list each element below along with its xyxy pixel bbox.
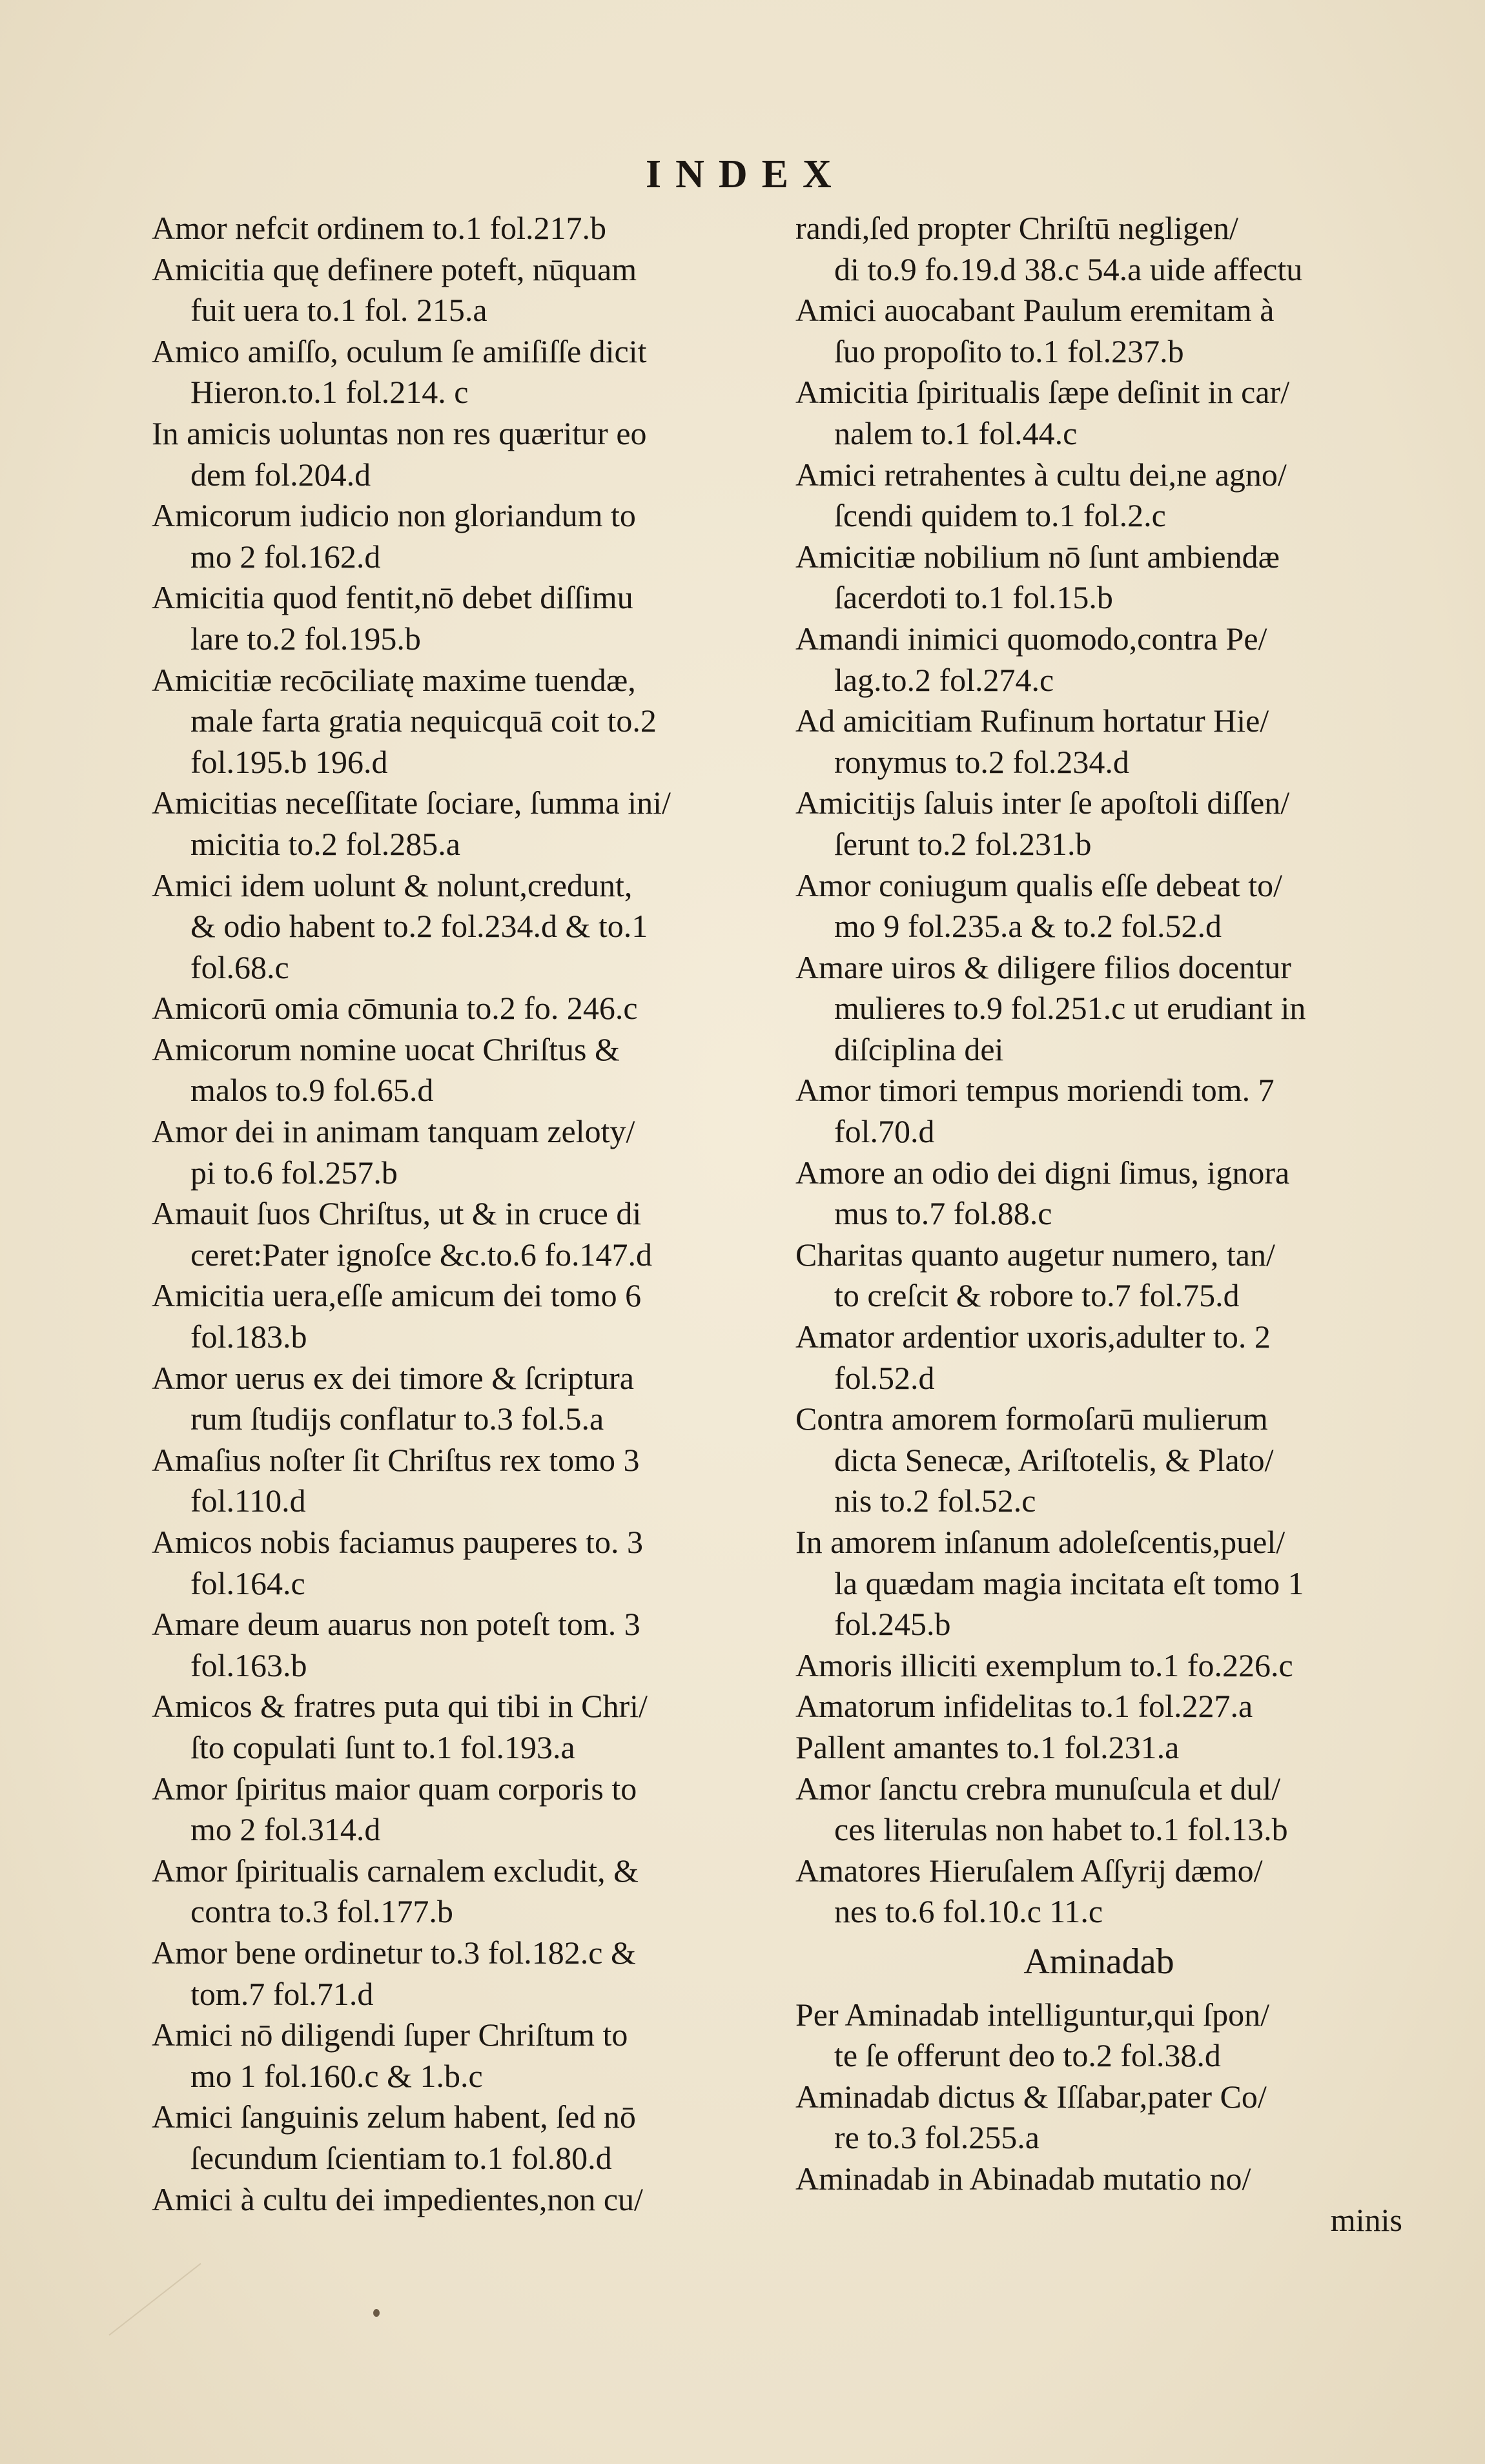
- index-entry: [152, 1358, 759, 1440]
- entry-line: Amor uerus ex dei timore & ſcriptura: [152, 1359, 634, 1396]
- index-entry: [152, 495, 759, 577]
- entry-line: Aminadab dictus & Iſſabar,pater Co/: [795, 2078, 1267, 2115]
- entry-line: Contra amorem formoſarū mulierum: [795, 1401, 1268, 1437]
- running-header: INDEX: [646, 152, 846, 196]
- entry-continuation-line: mo 2 fol.314.d: [190, 1811, 381, 1848]
- index-entry: [795, 1399, 1402, 1522]
- entry-line: Amor ſpiritualis carnalem excludit, &: [152, 1852, 639, 1889]
- entry-continuation-line: & odio habent to.2 fol.234.d & to.1: [190, 908, 648, 945]
- entry-line: Amator ardentior uxoris,adulter to. 2: [795, 1319, 1271, 1355]
- entry-continuation-line: contra to.3 fol.177.b: [190, 1893, 453, 1930]
- entry-line: Amicitiæ nobilium nō ſunt ambiendæ: [795, 538, 1280, 575]
- entry-line: Amici auocabant Paulum eremitam à: [795, 292, 1275, 329]
- index-entry: [795, 783, 1402, 865]
- index-entry: [152, 1193, 759, 1275]
- index-entry: [795, 1645, 1402, 1687]
- entry-line: Amicitia ſpiritualis ſæpe deſinit in car/: [795, 374, 1290, 411]
- entry-line: Amare uiros & diligere filios docentur: [795, 949, 1291, 985]
- entry-continuation-line: Hieron.to.1 fol.214. c: [190, 374, 469, 411]
- index-entry: [795, 1686, 1402, 1727]
- entry-line: Amor timori tempus moriendi tom. 7: [795, 1072, 1275, 1109]
- entry-continuation-line: fol.52.d: [834, 1359, 935, 1396]
- index-entry: [152, 1769, 759, 1851]
- index-entry: [152, 783, 759, 865]
- entry-line: Amatores Hieruſalem Aſſyrij dæmo/: [795, 1852, 1263, 1889]
- entry-continuation-line: male farta gratia nequicquā coit to.2: [190, 703, 657, 739]
- entry-continuation-line: re to.3 fol.255.a: [834, 2119, 1040, 2156]
- index-entry: [795, 2159, 1402, 2200]
- index-entry: [152, 2097, 759, 2179]
- entry-continuation-line: fol.70.d: [834, 1113, 935, 1150]
- index-entry: [795, 619, 1402, 701]
- entry-continuation-line: diſciplina dei: [834, 1031, 1004, 1067]
- index-entry: [795, 2077, 1402, 2159]
- entry-continuation-line: lare to.2 fol.195.b: [190, 620, 421, 657]
- entry-continuation-line: mo 1 fol.160.c & 1.b.c: [190, 2057, 483, 2094]
- entry-continuation-line: micitia to.2 fol.285.a: [190, 825, 460, 862]
- index-entry: [795, 1995, 1402, 2077]
- index-entry: [795, 1522, 1402, 1645]
- entry-continuation-line: mulieres to.9 fol.251.c ut erudiant in: [834, 990, 1306, 1027]
- index-entry: [152, 1522, 759, 1604]
- entry-line: randi,ſed propter Chriſtū negligen/: [795, 210, 1238, 246]
- entry-line: Amico amiſſo, oculum ſe amiſiſſe dicit: [152, 333, 647, 369]
- entry-continuation-line: ſacerdoti to.1 fol.15.b: [834, 579, 1113, 616]
- entry-line: Amici retrahentes à cultu dei,ne agno/: [795, 456, 1287, 493]
- index-entry: [152, 988, 759, 1029]
- entry-line: Amicorū omia cōmunia to.2 fo. 246.c: [152, 990, 638, 1027]
- index-entry: [152, 2179, 759, 2221]
- entry-continuation-line: fol.68.c: [190, 949, 289, 985]
- entry-line: Amicos nobis faciamus pauperes to. 3: [152, 1524, 643, 1560]
- index-entry: [152, 1851, 759, 1933]
- entry-continuation-line: fuit uera to.1 fol. 215.a: [190, 292, 487, 329]
- entry-continuation-line: ſecundum ſcientiam to.1 fol.80.d: [190, 2139, 612, 2176]
- entry-line: Amor ſpiritus maior quam corporis to: [152, 1770, 637, 1807]
- entry-line: Per Aminadab intelliguntur,qui ſpon/: [795, 1996, 1270, 2033]
- entry-continuation-line: ſuo propoſito to.1 fol.237.b: [834, 333, 1184, 369]
- right-column: [795, 208, 1402, 2241]
- index-entry: [795, 372, 1402, 454]
- entry-line: In amorem inſanum adoleſcentis,puel/: [795, 1524, 1285, 1560]
- entry-continuation-line: fol.245.b: [834, 1606, 951, 1643]
- entry-line: Amatorum infidelitas to.1 fol.227.a: [795, 1688, 1253, 1725]
- entry-line: In amicis uoluntas non res quæritur eo: [152, 415, 647, 451]
- entry-line: Pallent amantes to.1 fol.231.a: [795, 1729, 1180, 1765]
- entry-line: Amicitijs ſaluis inter ſe apoſtoli diſſen/: [795, 785, 1290, 821]
- entry-line: Amare deum auarus non poteſt tom. 3: [152, 1606, 640, 1643]
- entry-line: Amor dei in animam tanquam zeloty/: [152, 1113, 635, 1150]
- entry-line: Amicitia quę definere poteft, nūquam: [152, 251, 637, 287]
- entry-line: Amicitiæ recōciliatę maxime tuendæ,: [152, 661, 636, 698]
- index-entry: [152, 413, 759, 495]
- index-entry: [152, 2015, 759, 2097]
- index-entry: [152, 249, 759, 331]
- index-entry: [152, 1440, 759, 1522]
- index-entry: [795, 947, 1402, 1071]
- index-entry: [152, 660, 759, 783]
- entry-line: Amandi inimici quomodo,contra Pe/: [795, 620, 1267, 657]
- entry-continuation-line: ſcendi quidem to.1 fol.2.c: [834, 497, 1166, 534]
- entry-continuation-line: rum ſtudijs conflatur to.3 fol.5.a: [190, 1401, 604, 1437]
- index-entry: [795, 865, 1402, 947]
- entry-line: Amici idem uolunt & nolunt,credunt,: [152, 867, 633, 903]
- entry-line: Amicitia uera,eſſe amicum dei tomo 6: [152, 1277, 642, 1314]
- index-entry: [795, 208, 1402, 290]
- entry-line: Amor bene ordinetur to.3 fol.182.c &: [152, 1934, 636, 1971]
- entry-line: Amor ſanctu crebra munuſcula et dul/: [795, 1770, 1281, 1807]
- entry-continuation-line: dem fol.204.d: [190, 456, 371, 493]
- entry-continuation-line: fol.164.c: [190, 1565, 305, 1601]
- index-entry: [795, 1727, 1402, 1769]
- index-entry: [152, 1933, 759, 2015]
- index-entry: [795, 701, 1402, 783]
- index-entry: [152, 208, 759, 249]
- ink-spot: [373, 2309, 380, 2317]
- entry-line: Amauit ſuos Chriſtus, ut & in cruce di: [152, 1195, 642, 1232]
- entry-line: Aminadab in Abinadab mutatio no/: [795, 2160, 1251, 2197]
- entry-line: Amor coniugum qualis eſſe debeat to/: [795, 867, 1282, 903]
- entry-line: Amor nefcit ordinem to.1 fol.217.b: [152, 210, 607, 246]
- entry-line: Amicos & fratres puta qui tibi in Chri/: [152, 1688, 648, 1725]
- entry-continuation-line: ces literulas non habet to.1 fol.13.b: [834, 1811, 1288, 1848]
- catchword: minis: [1330, 2201, 1402, 2238]
- entry-continuation-line: mo 2 fol.162.d: [190, 538, 381, 575]
- right-entries-aminadab: [795, 1995, 1402, 2200]
- right-entries-amor: [795, 208, 1402, 1933]
- entry-continuation-line: la quædam magia incitata eſt tomo 1: [834, 1565, 1304, 1601]
- index-entry: [795, 1851, 1402, 1933]
- entry-line: Amicorum nomine uocat Chriſtus &: [152, 1031, 620, 1067]
- index-entry: [152, 1275, 759, 1357]
- entry-line: Ad amicitiam Rufinum hortatur Hie/: [795, 703, 1269, 739]
- entry-line: Amici à cultu dei impedientes,non cu/: [152, 2181, 643, 2217]
- index-entry: [152, 331, 759, 413]
- entry-line: Amicorum iudicio non gloriandum to: [152, 497, 636, 534]
- entry-continuation-line: ſerunt to.2 fol.231.b: [834, 825, 1092, 862]
- entry-line: Amici ſanguinis zelum habent, ſed nō: [152, 2099, 636, 2135]
- entry-line: Amaſius noſter ſit Chriſtus rex tomo 3: [152, 1441, 640, 1478]
- index-entry: [795, 1153, 1402, 1235]
- index-entry: [795, 537, 1402, 619]
- entry-continuation-line: dicta Senecæ, Ariſtotelis, & Plato/: [834, 1441, 1274, 1478]
- entry-continuation-line: te ſe offerunt deo to.2 fol.38.d: [834, 2037, 1221, 2074]
- entry-continuation-line: nalem to.1 fol.44.c: [834, 415, 1078, 451]
- entry-line: Amicitia quod fentit,nō debet diſſimu: [152, 579, 633, 616]
- entry-continuation-line: to creſcit & robore to.7 fol.75.d: [834, 1277, 1240, 1314]
- entry-continuation-line: ſto copulati ſunt to.1 fol.193.a: [190, 1729, 575, 1765]
- entry-continuation-line: fol.195.b 196.d: [190, 743, 388, 780]
- section-heading-aminadab: Aminadab: [1023, 1941, 1174, 1982]
- entry-continuation-line: nes to.6 fol.10.c 11.c: [834, 1893, 1103, 1930]
- index-entry: [795, 1235, 1402, 1317]
- entry-line: Amicitias neceſſitate ſociare, ſumma ini/: [152, 785, 671, 821]
- entry-continuation-line: mo 9 fol.235.a & to.2 fol.52.d: [834, 908, 1222, 945]
- entry-continuation-line: tom.7 fol.71.d: [190, 1975, 374, 2012]
- entry-continuation-line: lag.to.2 fol.274.c: [834, 661, 1054, 698]
- index-entry: [152, 577, 759, 659]
- entry-continuation-line: pi to.6 fol.257.b: [190, 1154, 398, 1191]
- entry-continuation-line: mus to.7 fol.88.c: [834, 1195, 1052, 1232]
- index-entry: [152, 865, 759, 989]
- index-entry: [795, 455, 1402, 537]
- left-column: [152, 208, 759, 2220]
- entry-continuation-line: malos to.9 fol.65.d: [190, 1072, 434, 1109]
- index-entry: [152, 1111, 759, 1193]
- entry-line: Charitas quanto augetur numero, tan/: [795, 1236, 1275, 1273]
- paper-crease: [108, 2263, 201, 2336]
- entry-line: Amore an odio dei digni ſimus, ignora: [795, 1154, 1290, 1191]
- index-entry: [152, 1604, 759, 1686]
- entry-continuation-line: ceret:Pater ignoſce &c.to.6 fo.147.d: [190, 1236, 653, 1273]
- entry-continuation-line: fol.110.d: [190, 1483, 306, 1519]
- entry-continuation-line: nis to.2 fol.52.c: [834, 1483, 1036, 1519]
- entry-line: Amoris illiciti exemplum to.1 fo.226.c: [795, 1647, 1293, 1683]
- entry-continuation-line: fol.163.b: [190, 1647, 307, 1683]
- entry-continuation-line: ronymus to.2 fol.234.d: [834, 743, 1129, 780]
- entry-continuation-line: di to.9 fo.19.d 38.c 54.a uide affectu: [834, 251, 1303, 287]
- entry-continuation-line: fol.183.b: [190, 1319, 307, 1355]
- index-entry: [795, 1769, 1402, 1851]
- index-entry: [795, 290, 1402, 372]
- index-entry: [152, 1029, 759, 1111]
- index-entry: [795, 1317, 1402, 1399]
- entry-line: Amici nō diligendi ſuper Chriſtum to: [152, 2017, 628, 2053]
- index-entry: [152, 1686, 759, 1768]
- index-entry: [795, 1070, 1402, 1152]
